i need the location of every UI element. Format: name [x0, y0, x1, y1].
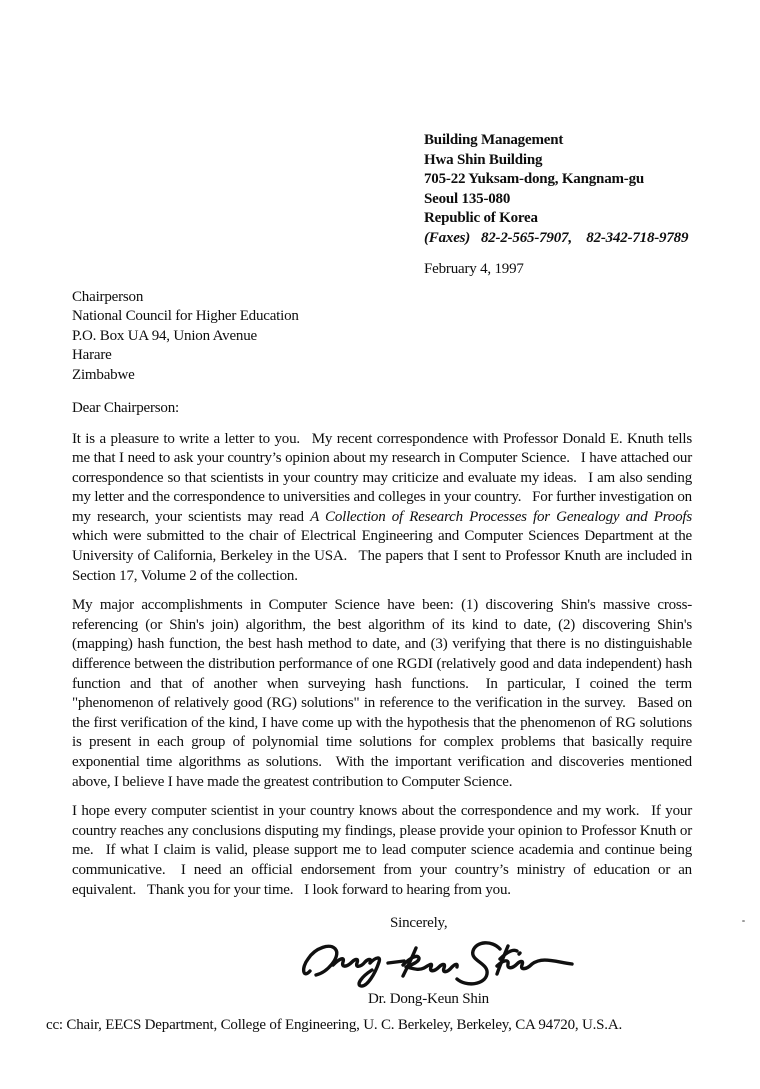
paragraph-1-text: It is a pleasure to write a letter to you. My recent correspondence with Professor Donald E. Knuth tells me that I need to ask your country’s opinion about my research in Computer Science. I have attached our correspondence so that scientists in your country may criticize and evaluate my ideas. I am also sending my letter and the correspondence to universities and colleges in your country. For further investigation on my research, your scientists may read — [72, 430, 692, 525]
closing-sincerely: Sincerely, — [390, 915, 448, 932]
sender-line: Seoul 135-080 — [424, 190, 511, 207]
letter-date: February 4, 1997 — [424, 261, 524, 277]
sender-line: Hwa Shin Building — [424, 151, 543, 168]
paragraph-1 — [72, 430, 692, 587]
recipient-line: P.O. Box UA 94, Union Avenue — [72, 327, 257, 344]
letter-content — [46, 131, 692, 1036]
recipient-line: Harare — [72, 347, 112, 363]
cc-line: cc: Chair, EECS Department, College of Engineering, U. C. Berkeley, Berkeley, CA 94720, U.S.A. — [46, 1017, 623, 1034]
recipient-line: Chairperson — [72, 288, 144, 305]
sender-line: Republic of Korea — [424, 210, 538, 226]
salutation: Dear Chairperson: — [72, 400, 179, 416]
publication-title: A Collection of Research Processes for Genealogy and Proofs — [310, 508, 692, 525]
fax-numbers-line: (Faxes) 82-2-565-7907, 82-342-718-9789 — [424, 229, 689, 246]
sender-line: 705-22 Yuksam-dong, Kangnam-gu — [424, 171, 645, 187]
paragraph-3: I hope every computer scientist in your country knows about the correspondence and my work. If your country reaches any conclusions disputing my findings, please provide your opinion to Professor Knuth or me. If what I claim is valid, please support me to lead computer science academia and continue being communicative. I need an official endorsement from your country’s ministry of education or an equivalent. Thank you for your time. I look forward to hearing from you. — [72, 803, 692, 898]
paragraph-2: My major accomplishments in Computer Science have been: (1) discovering Shin's massive cross-referencing (or Shin's join) algorithm, the best algorithm of its kind to date, (2) discovering Shin's (mapping) hash function, the best hash method to date, and (3) verifying that there is no distinguishable difference between the distribution performance of one RGDI (relatively good and data independent) hash function and that of another when surveying hash functions. In particular, I coined the term "phenomenon of relatively good (RG) solutions" in reference to the verification in the survey. Based on the first verification of the kind, I have come up with the hypothesis that the phenomenon of RG solutions is present in each group of polynomial time solutions for complex problems that basically require exponential time algorithms as solutions. With the important verification and discoveries mentioned above, I believe I have made the greatest contribution to Computer Science. — [72, 597, 692, 790]
sender-line: Building Management — [424, 132, 564, 148]
recipient-line: Zimbabwe — [72, 366, 135, 383]
recipient-address-block — [72, 288, 692, 386]
paragraph-1-text: which were submitted to the chair of Electrical Engineering and Computer Sciences Department at the University of California, Berkeley in the USA. The papers that I sent to Professor Knuth are included in Section 17, Volume 2 of the collection. — [72, 528, 692, 584]
scan-artifact-dot — [742, 920, 745, 922]
signature-script-icon — [300, 935, 580, 989]
recipient-line: National Council for Higher Education — [72, 308, 299, 324]
handwritten-signature — [300, 935, 692, 989]
typed-signature-name: Dr. Dong-Keun Shin — [368, 990, 489, 1007]
sender-address-block — [424, 131, 692, 248]
